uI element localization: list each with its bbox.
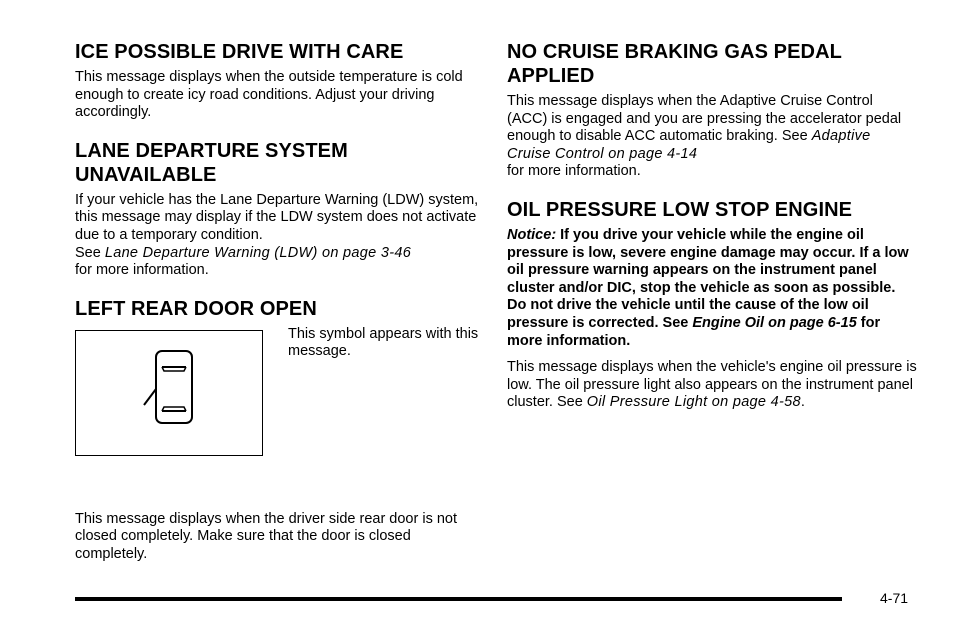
lane-body-text: If your vehicle has the Lane Departure Warning (LDW) system, this message may display if the LDW system does not activate due to a temporary condition. [75,191,479,243]
section-heading-ice-possible: ICE POSSIBLE DRIVE WITH CARE [75,41,404,63]
section-heading-no-cruise-braking: NO CRUISE BRAKING GAS PEDAL APPLIED [507,41,842,87]
page-number: 4-71 [880,590,909,606]
footer-rule [75,597,842,601]
cruise-tail-text: for more information. [507,163,641,180]
left-column [75,40,485,564]
notice-tail-text: for more information. [507,314,881,349]
symbol-frame [75,330,263,456]
oil-body-text: This message displays when the vehicle's engine oil pressure is low. The oil pressure light also appears on the instrument panel cluster. See [507,359,917,411]
symbol-row [75,326,485,481]
section-body-ice-possible: This message displays when the outside temperature is cold enough to create icy road conditions. Adjust your driving accordingly. [75,69,463,121]
lane-departure-ref-link[interactable]: Lane Departure Warning (LDW) on page 3-46 [104,244,412,261]
oil-tail-text: . [800,394,805,411]
engine-oil-ref-link[interactable]: Engine Oil on page 6-15 [692,314,857,331]
section-heading-left-rear-door: LEFT REAR DOOR OPEN [75,297,317,320]
oil-pressure-notice [507,227,917,350]
right-column [507,40,917,412]
symbol-caption: This symbol appears with this message. [288,325,479,360]
section-body-no-cruise-braking [507,93,917,181]
lane-see-text: See [75,244,101,261]
oil-pressure-light-ref-link[interactable]: Oil Pressure Light on page 4-58 [586,394,801,411]
section-heading-oil-pressure: OIL PRESSURE LOW STOP ENGINE [507,198,853,221]
section-body-left-rear-door: This message displays when the driver side rear door is not closed completely. Make sure that the door is closed completely. [75,510,458,562]
cruise-body-text: This message displays when the Adaptive Cruise Control (ACC) is engaged and you are pressing the accelerator pedal enough to disable ACC automatic braking. See [507,93,902,145]
section-body-lane-departure [75,192,485,280]
lane-tail-text: for more information. [75,262,209,279]
notice-label: Notice: [507,226,557,243]
adaptive-cruise-ref-link[interactable]: Adaptive Cruise Control on page 4-14 [507,128,871,162]
left-rear-door-open-icon [76,331,262,455]
section-body-oil-pressure [507,359,917,412]
notice-body-text: If you drive your vehicle while the engine oil pressure is low, severe engine damage may occur. If a low oil pressure warning appears on the instrument panel cluster and/or DIC, stop the vehicle as soon as possible. Do not drive the vehicle until the cause of the low oil pressure is corrected. See [507,226,909,331]
section-heading-lane-departure: LANE DEPARTURE SYSTEM UNAVAILABLE [75,139,348,186]
